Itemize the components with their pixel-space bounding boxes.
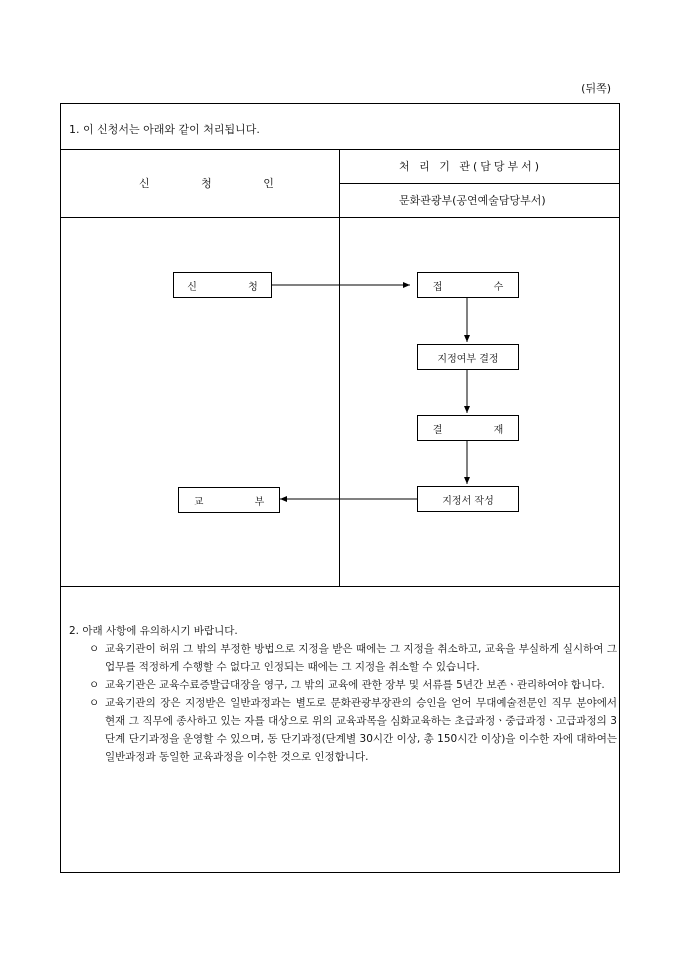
note-text: 교육기관이 허위 그 밖의 부정한 방법으로 지정을 받은 때에는 그 지정을 취소하고, 교육을 부실하게 실시하여 그 업무를 적정하게 수행할 수 없다고 인정되는 때에는 그 지정을 취소할 수 있습니다. [105, 643, 617, 673]
flow-step-issue [178, 487, 289, 513]
divider [61, 586, 619, 587]
bullet-mark: ㅇ [89, 679, 100, 691]
back-side-label: (뒤쪽) [581, 82, 611, 95]
application-processing-form [60, 103, 620, 873]
note-text: 교육기관은 교육수료증발급대장을 영구, 그 밖의 교육에 관한 장부 및 서류를 5년간 보존ㆍ관리하여야 합니다. [105, 679, 605, 691]
note-text: 교육기관의 장은 지정받은 일반과정과는 별도로 문화관광부장관의 승인을 얻어 무대예술전문인 직무 분야에서 현재 그 직무에 종사하고 있는 자를 대상으로 위의 교육과목을 심화교육하는 초급과정ㆍ중급과정ㆍ고급과정의 3단계 단기과정을 운영할 수 있으며, 동 단기과정(단계별 30시간 이상, 총 150시간 이상)을 이수한 자에 대하여는 일반과정과 동일한 교육과정을 이수한 것으로 인정합니다. [105, 697, 617, 763]
flow-step-decide [417, 344, 519, 370]
note-item [89, 640, 617, 676]
note-item [89, 676, 617, 694]
notes-section [69, 622, 617, 766]
flow-step-receive [417, 272, 528, 298]
flow-step-issue-label: 교 부 [193, 496, 289, 508]
processor-column-header: 처 리 기 관(담당부서) [399, 160, 543, 173]
applicant-column-header: 신 청 인 [139, 177, 298, 190]
flow-step-approve [417, 415, 528, 441]
flow-step-create [417, 486, 519, 512]
section2-title: 2. 아래 사항에 유의하시기 바랍니다. [69, 625, 238, 637]
flow-step-apply-label: 신 청 [187, 281, 282, 293]
flow-arrows [61, 104, 619, 584]
section1-title: 1. 이 신청서는 아래와 같이 처리됩니다. [69, 123, 260, 136]
flow-step-create-label: 지정서 작성 [442, 495, 494, 507]
flow-step-apply [173, 272, 282, 298]
flow-step-decide-label: 지정여부 결정 [437, 353, 499, 365]
flow-step-approve-label: 결 재 [432, 424, 528, 436]
bullet-mark: ㅇ [89, 697, 100, 709]
flow-step-receive-label: 접 수 [432, 281, 528, 293]
processor-department: 문화관광부(공연예술담당부서) [399, 194, 546, 207]
bullet-mark: ㅇ [89, 643, 100, 655]
note-item [89, 694, 617, 766]
